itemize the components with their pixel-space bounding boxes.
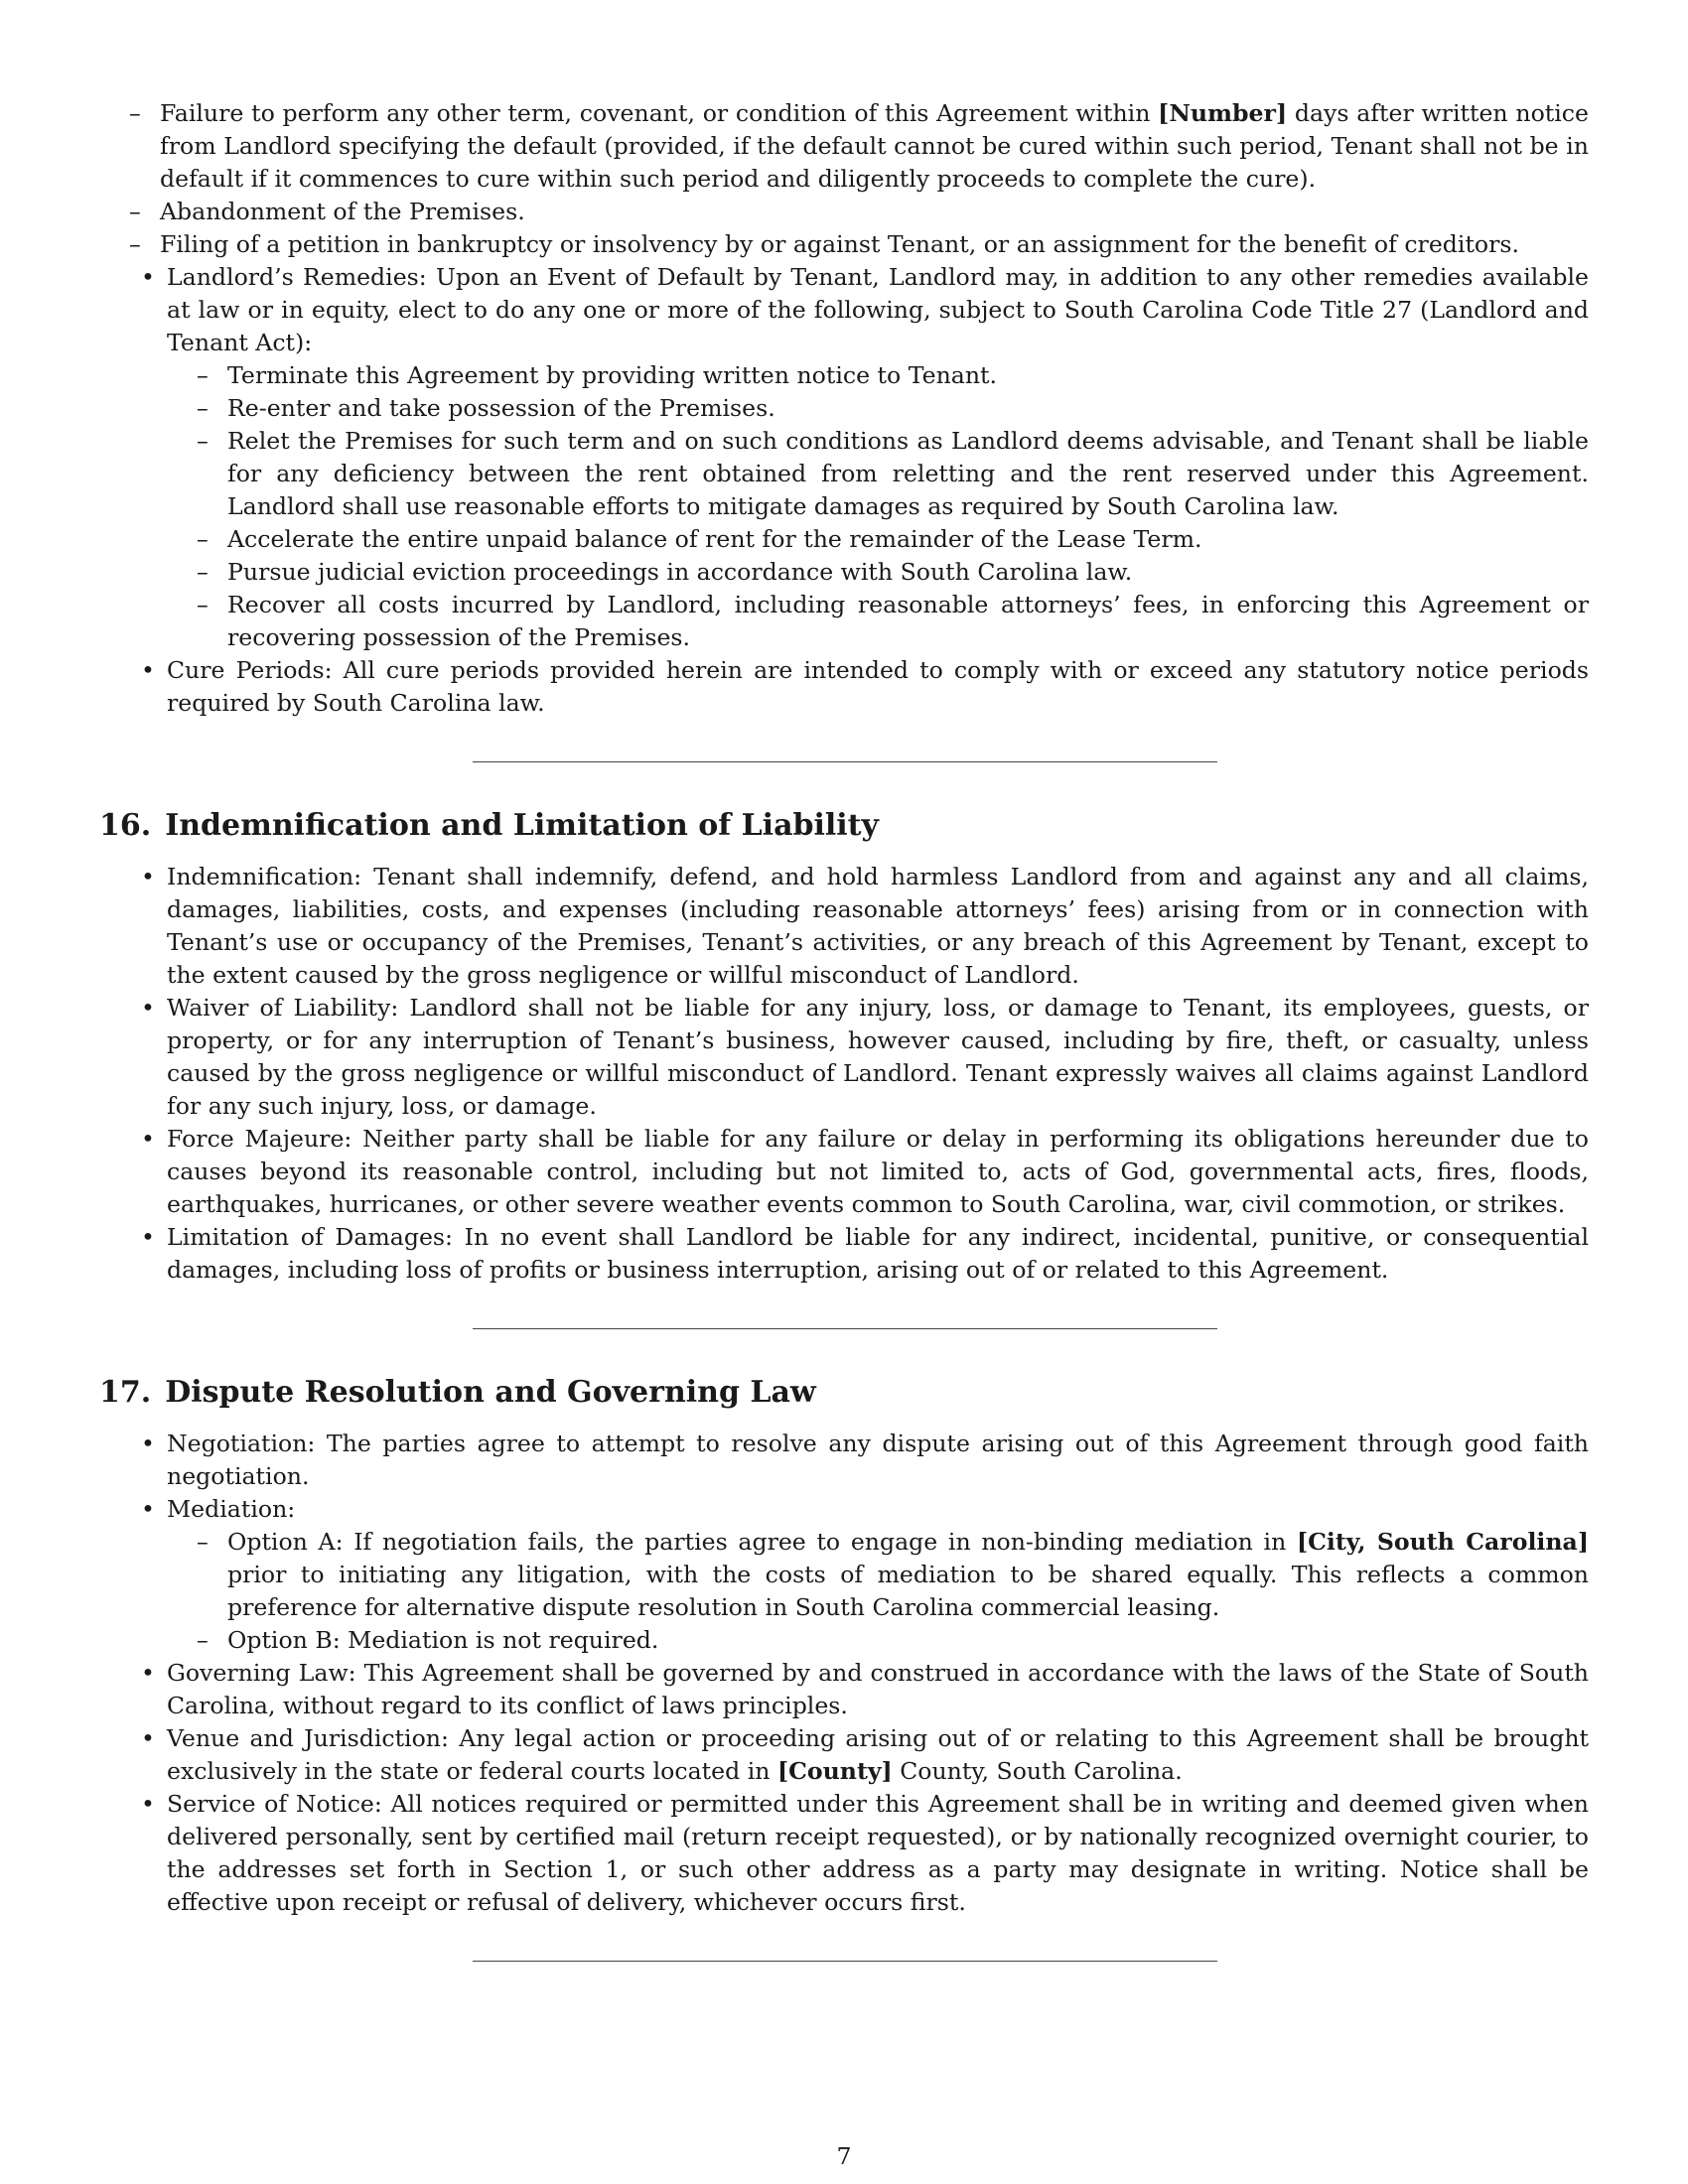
county-placeholder: [County] <box>776 1757 893 1785</box>
city-placeholder: [City, South Carolina] <box>1296 1528 1589 1556</box>
section-divider <box>473 761 1217 762</box>
list-item: – Filing of a petition in bankruptcy or insolvency by or against Tenant, or an assignment for the benefit of creditors. <box>160 228 1589 261</box>
list-item <box>167 261 1589 654</box>
document-page <box>99 97 1589 1962</box>
list-item: – Terminate this Agreement by providing written notice to Tenant. <box>227 359 1589 392</box>
section-17-list <box>99 1428 1589 1919</box>
list-item: • Service of Notice: All notices required or permitted under this Agreement shall be in writing and deemed given when delivered personally, sent by certified mail (return receipt requested), or by nationally recognized overnight courier, to the addresses set forth in Section 1, or such other address as a party may designate in writing. Notice shall be effective upon receipt or refusal of delivery, whichever occurs first. <box>167 1788 1589 1919</box>
list-item: • Limitation of Damages: In no event shall Landlord be liable for any indirect, incidental, punitive, or consequential damages, including loss of profits or business interruption, arising out of or related to this Agreement. <box>167 1221 1589 1287</box>
list-item: • Waiver of Liability: Landlord shall not be liable for any injury, loss, or damage to Tenant, its employees, guests, or property, or for any interruption of Tenant’s business, however caused, including by fire, theft, or casualty, unless caused by the gross negligence or willful misconduct of Landlord. Tenant expressly waives all claims against Landlord for any such injury, loss, or damage. <box>167 992 1589 1123</box>
list-item: – Failure to perform any other term, covenant, or condition of this Agreement within [Number] days after written notice from Landlord specifying the default (provided, if the default cannot be cured within such period, Tenant shall not be in default if it commences to cure within such period and diligently proceeds to complete the cure). <box>160 97 1589 196</box>
section-17-heading: 17. Dispute Resolution and Governing Law <box>99 1375 816 1410</box>
mediation-label: Mediation: <box>167 1495 296 1523</box>
remedies-list <box>99 261 1589 720</box>
page-number: 7 <box>836 2142 852 2170</box>
section-divider <box>473 1961 1217 1962</box>
landlord-remedies-text: Landlord’s Remedies: Upon an Event of Default by Tenant, Landlord may, in addition to any other remedies available at law or in equity, elect to do any one or more of the following, subject to South Carolina Code Title 27 (Landlord and Tenant Act): <box>167 263 1589 356</box>
mediation-options <box>167 1526 1589 1657</box>
list-item: • Venue and Jurisdiction: Any legal action or proceeding arising out of or relating to this Agreement shall be brought exclusively in the state or federal courts located in [County] County, South Carolina. <box>167 1722 1589 1788</box>
list-item: – Re-enter and take possession of the Premises. <box>227 392 1589 425</box>
list-item: – Accelerate the entire unpaid balance of rent for the remainder of the Lease Term. <box>227 523 1589 556</box>
default-events-list-continued <box>99 97 1589 261</box>
list-item: • Cure Periods: All cure periods provided herein are intended to comply with or exceed any statutory notice periods required by South Carolina law. <box>167 654 1589 720</box>
list-item: – Option A: If negotiation fails, the parties agree to engage in non-binding mediation in [City, South Carolina] prior to initiating any litigation, with the costs of mediation to be shared equally. This reflects a common preference for alternative dispute resolution in South Carolina commercial leasing. <box>227 1526 1589 1624</box>
list-item: – Pursue judicial eviction proceedings in accordance with South Carolina law. <box>227 556 1589 589</box>
list-item: • Indemnification: Tenant shall indemnify, defend, and hold harmless Landlord from and against any and all claims, damages, liabilities, costs, and expenses (including reasonable attorneys’ fees) arising from or in connection with Tenant’s use or occupancy of the Premises, Tenant’s activities, or any breach of this Agreement by Tenant, except to the extent caused by the gross negligence or willful misconduct of Landlord. <box>167 861 1589 992</box>
list-item <box>167 1493 1589 1657</box>
section-16-list <box>99 861 1589 1287</box>
list-item: – Recover all costs incurred by Landlord, including reasonable attorneys’ fees, in enforcing this Agreement or recovering possession of the Premises. <box>227 589 1589 654</box>
list-item: – Relet the Premises for such term and on such conditions as Landlord deems advisable, and Tenant shall be liable for any deficiency between the rent obtained from reletting and the rent reserved under this Agreement. Landlord shall use reasonable efforts to mitigate damages as required by South Carolina law. <box>227 425 1589 523</box>
list-item: – Option B: Mediation is not required. <box>227 1624 1589 1657</box>
section-divider <box>473 1328 1217 1329</box>
list-item: – Abandonment of the Premises. <box>160 196 1589 228</box>
list-item: • Governing Law: This Agreement shall be governed by and construed in accordance with the laws of the State of South Carolina, without regard to its conflict of laws principles. <box>167 1657 1589 1722</box>
list-item: • Negotiation: The parties agree to attempt to resolve any dispute arising out of this Agreement through good faith negotiation. <box>167 1428 1589 1493</box>
section-16-heading: 16. Indemnification and Limitation of Liability <box>99 808 879 843</box>
number-placeholder: [Number] <box>1158 99 1288 127</box>
remedies-sublist <box>167 359 1589 654</box>
list-item: • Force Majeure: Neither party shall be liable for any failure or delay in performing its obligations hereunder due to causes beyond its reasonable control, including but not limited to, acts of God, governmental acts, fires, floods, earthquakes, hurricanes, or other severe weather events common to South Carolina, war, civil commotion, or strikes. <box>167 1123 1589 1221</box>
